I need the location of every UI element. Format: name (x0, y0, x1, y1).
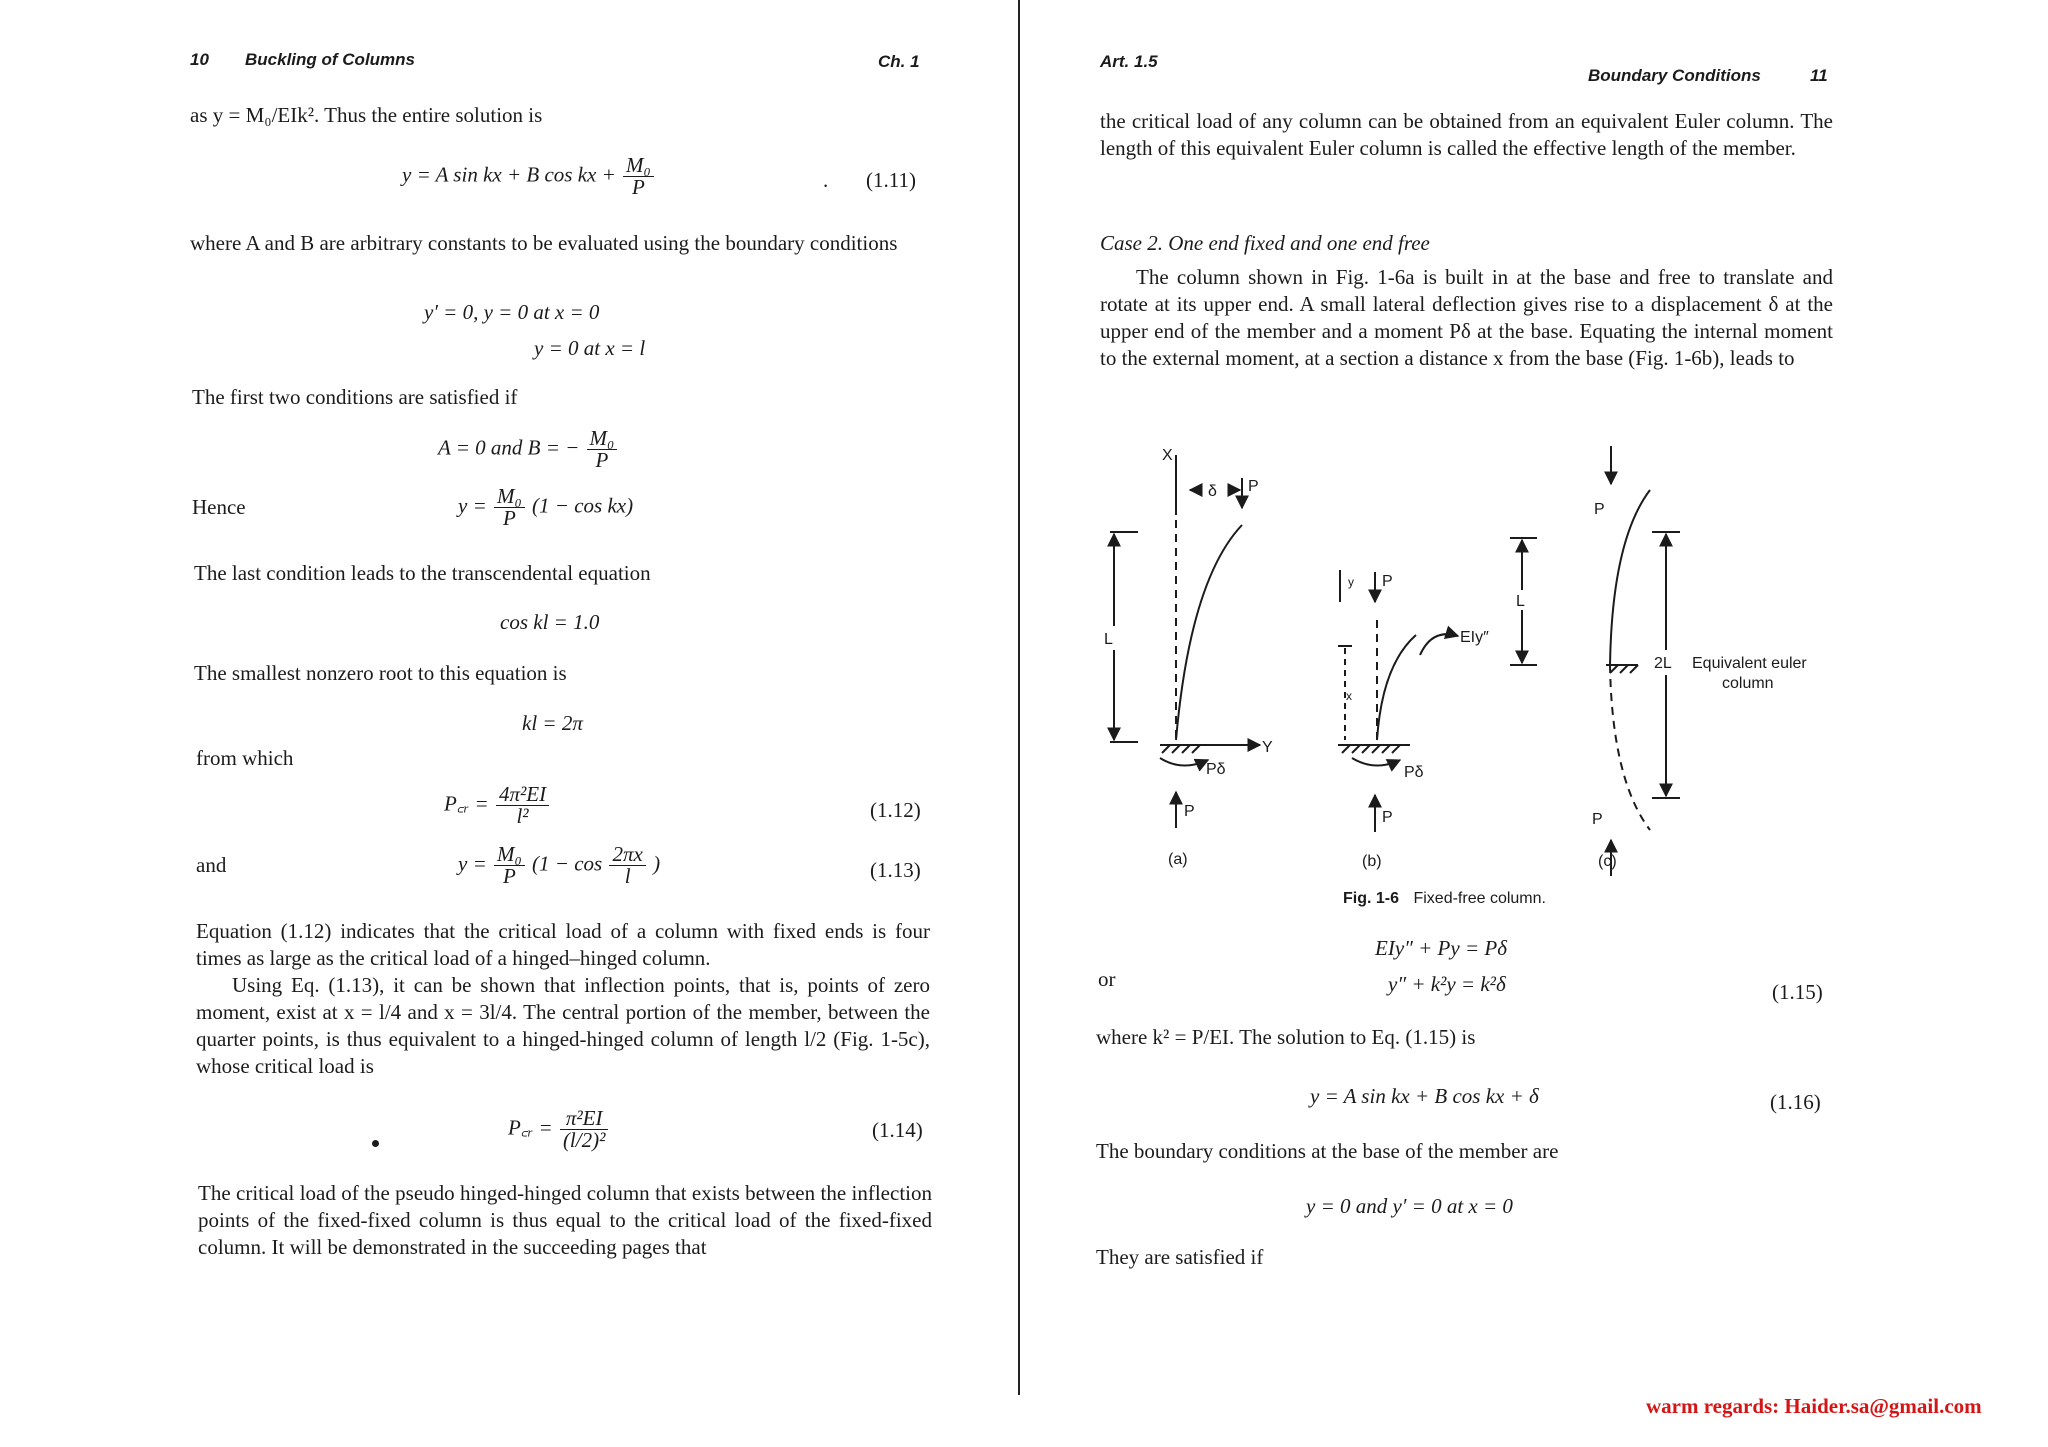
left-page-number: 10 (190, 50, 209, 69)
fraction-numerator: 2πx (609, 844, 645, 866)
equation-lhs: y = (458, 851, 487, 876)
equation-number-1-16: (1.16) (1770, 1090, 1821, 1114)
right-page-number: 11 (1810, 66, 1828, 85)
label-x-axis: X (1162, 447, 1173, 464)
using-113-paragraph: Using Eq. (1.13), it can be shown that inflection points, that is, points of zero moment, exist at x = l/4 and x = 3l/4. The central portion of the member, between the quarter points, is thus equivalent to a hinged-hinged column of length l/2 (Fig. 1-5c), whose critical load is (196, 973, 930, 1078)
equation-112-paragraph: Equation (1.12) indicates that the critical load of a column with fixed ends is four times as large as the critical load of a hinged–hinged column. (196, 919, 930, 970)
label-l-c: L (1516, 593, 1525, 610)
label-p-bottom-b: P (1382, 809, 1393, 826)
column-a-deflected (1176, 525, 1242, 740)
equation-dot: . (823, 168, 829, 192)
label-p-bottom-a: P (1184, 803, 1195, 820)
fraction-numerator: M₀ (587, 428, 618, 450)
boundary-conditions-line-1: y′ = 0, y = 0 at x = 0 (424, 300, 600, 324)
label-sub-b: (b) (1362, 853, 1382, 870)
left-running-title: Buckling of Columns (245, 50, 415, 69)
label-x-small: x (1346, 689, 1352, 703)
label-sub-c: (c) (1598, 853, 1617, 870)
equation-fraction (560, 1108, 608, 1151)
label-pdelta-a: Pδ (1206, 761, 1226, 778)
equation-lhs: P꜀ᵣ = (508, 1115, 553, 1140)
equation-cos: cos kl = 1.0 (500, 610, 600, 634)
label-pdelta-b: Pδ (1404, 764, 1424, 781)
equation-a-b (438, 428, 619, 471)
equation-1-13 (458, 844, 660, 887)
equation-bc-base: y = 0 and y′ = 0 at x = 0 (1306, 1194, 1513, 1218)
column-c-upper (1610, 490, 1650, 665)
fraction-denominator: l² (516, 804, 529, 828)
first-two-text: The first two conditions are satisfied if (192, 385, 518, 409)
book-gutter (1018, 0, 1020, 1395)
label-y-axis: Y (1262, 739, 1273, 756)
label-2l: 2L (1654, 655, 1672, 672)
label-p-top-a: P (1248, 478, 1259, 495)
bullet-dot (372, 1140, 379, 1147)
label-l-a: L (1104, 631, 1113, 648)
hence-label: Hence (192, 495, 246, 519)
label-p-bottom-c: P (1592, 811, 1603, 828)
fraction-denominator: l (624, 864, 631, 888)
equation-number-1-15: (1.15) (1772, 980, 1823, 1004)
boundary-text: The boundary conditions at the base of the member are (1096, 1139, 1559, 1163)
from-which-label: from which (196, 746, 294, 770)
equation-rhs: (1 − cos kx) (532, 493, 634, 518)
figure-caption (1343, 890, 1546, 908)
figure-caption-number: Fig. 1-6 (1343, 890, 1400, 907)
equation-1-11 (402, 155, 656, 198)
smallest-root-text: The smallest nonzero root to this equation is (194, 661, 567, 685)
right-running-title: Boundary Conditions (1588, 66, 1761, 85)
column-b-deflected (1377, 635, 1416, 740)
moment-arrow-a (1160, 758, 1208, 766)
case-2-paragraph: The column shown in Fig. 1-6a is built in at the base and free to translate and rotate at its upper end. A small lateral deflection gives rise to a displacement δ at the upper end of the member and a moment Pδ at the base. Equating the internal moment to the external moment, at a section a distance x from the base (Fig. 1-6b), leads to (1100, 265, 1833, 370)
hatch-a (1162, 745, 1200, 753)
hatch-c (1610, 665, 1638, 673)
boundary-conditions-line-2: y = 0 at x = l (534, 336, 646, 360)
where-ab-text: where A and B are arbitrary constants to be evaluated using the boundary conditions (190, 231, 898, 255)
label-y-small: y (1348, 575, 1354, 589)
satisfied-text: They are satisfied if (1096, 1245, 1264, 1269)
equation-fraction (496, 784, 549, 827)
equation-fraction (587, 428, 618, 471)
fraction-denominator: P (502, 864, 516, 888)
figure-1-6 (1090, 440, 1850, 870)
right-article: Art. 1.5 (1100, 52, 1158, 71)
where-k-text: where k² = P/EI. The solution to Eq. (1.15) is (1096, 1025, 1476, 1049)
moment-arrow-ely (1420, 634, 1458, 655)
case-2-heading: Case 2. One end fixed and one end free (1100, 231, 1430, 255)
fraction-denominator: P (595, 448, 609, 472)
left-chapter: Ch. 1 (878, 52, 920, 71)
and-label: and (196, 853, 227, 877)
label-p-top-b: P (1382, 573, 1393, 590)
fraction-numerator: M₀ (623, 155, 654, 177)
equation-end: ) (653, 851, 661, 876)
equation-fraction (494, 844, 525, 887)
equation-1-12 (444, 784, 551, 827)
equation-lhs: P꜀ᵣ = (444, 791, 489, 816)
equation-1-16: y = A sin kx + B cos kx + δ (1310, 1084, 1539, 1108)
last-condition-text: The last condition leads to the transcendental equation (194, 561, 651, 585)
equation-middle: (1 − cos (532, 851, 603, 876)
credit-watermark: warm regards: Haider.sa@gmail.com (1646, 1394, 1982, 1418)
label-equiv-2: column (1722, 675, 1774, 692)
column-c-lower (1610, 665, 1650, 830)
figure-caption-text: Fixed-free column. (1413, 890, 1546, 907)
equation-kl: kl = 2π (522, 711, 583, 735)
fraction-numerator: M₀ (494, 486, 525, 508)
critical-pseudo-paragraph: The critical load of the pseudo hinged-hinged column that exists between the inflection points of the fixed-fixed column is thus equal to the critical load of the fixed-fixed column. It will be demonstrated in the succeeding pages that (198, 1181, 932, 1259)
hatch-b (1342, 745, 1400, 753)
equation-1-15-line-1: EIy″ + Py = Pδ (1375, 936, 1507, 960)
label-p-top-c: P (1594, 501, 1605, 518)
equation-text: A = 0 and B = − (438, 435, 580, 460)
equation-fraction (623, 155, 654, 198)
intro-text: as y = M₀/EIk². Thus the entire solution is (190, 103, 543, 127)
fraction-denominator: (l/2)² (562, 1128, 606, 1152)
label-ely: EIy″ (1460, 629, 1489, 646)
equation-1-14 (508, 1108, 610, 1151)
moment-arrow-b (1352, 758, 1400, 766)
fraction-numerator: π²EI (560, 1108, 608, 1130)
equation-fraction (494, 486, 525, 529)
label-equiv-1: Equivalent euler (1692, 655, 1807, 672)
equation-number-1-13: (1.13) (870, 858, 921, 882)
equation-lhs: y = (458, 493, 487, 518)
or-label: or (1098, 967, 1116, 991)
fraction-numerator: M₀ (494, 844, 525, 866)
fraction-denominator: P (632, 175, 645, 199)
equation-lhs: y = A sin kx + B cos kx + (402, 162, 616, 187)
equation-number-1-12: (1.12) (870, 798, 921, 822)
equation-hence (458, 486, 633, 529)
label-sub-a: (a) (1168, 851, 1188, 868)
equation-fraction-2 (609, 844, 645, 887)
equation-number-1-11: (1.11) (866, 168, 916, 192)
continue-paragraph: the critical load of any column can be obtained from an equivalent Euler column. The length of this equivalent Euler column is called the effective length of the member. (1100, 109, 1833, 160)
label-delta: δ (1208, 483, 1217, 500)
fraction-denominator: P (502, 506, 516, 530)
fraction-numerator: 4π²EI (496, 784, 549, 806)
equation-1-15-line-2: y″ + k²y = k²δ (1388, 972, 1506, 996)
equation-number-1-14: (1.14) (872, 1118, 923, 1142)
